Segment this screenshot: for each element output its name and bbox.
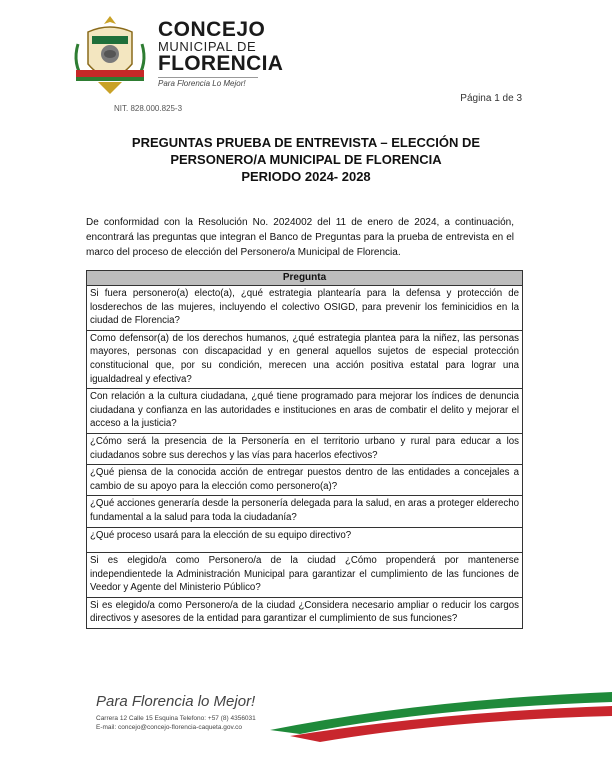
coat-of-arms-seal-icon [70, 14, 150, 96]
table-row [87, 465, 523, 496]
table-row [87, 527, 523, 553]
title-line-3: PERIODO 2024- 2028 [241, 169, 371, 184]
question-cell: ¿Qué proceso usará para la elección de su equipo directivo? [87, 527, 523, 553]
footer-address: Carrera 12 Calle 15 Esquina Telefono: +57 (8) 4356031 [96, 715, 256, 722]
nit-number: NIT. 828.000.825-3 [114, 104, 183, 113]
council-brand [158, 18, 284, 88]
letterhead [0, 0, 612, 118]
questions-table [86, 270, 523, 629]
table-row [87, 286, 523, 331]
question-cell: ¿Qué acciones generaría desde la personería delegada para la salud, en aras a proteger elderecho fundamental a la salud para toda la ciudadanía? [87, 496, 523, 527]
table-row [87, 597, 523, 628]
document-title [90, 134, 522, 185]
brand-line-2: MUNICIPAL DE [158, 39, 257, 54]
table-row [87, 433, 523, 464]
question-cell: Si fuera personero(a) electo(a), ¿qué estrategia plantearía para la defensa y protección de losderechos de las mujeres, incluyendo el colectivo OSIGD, para prevenir los feminicidios en la ciudad de Florencia? [87, 286, 523, 331]
title-line-1: PREGUNTAS PRUEBA DE ENTREVISTA – ELECCIÓN DE [131, 135, 481, 150]
flag-swoosh-icon [0, 690, 612, 765]
table-row [87, 496, 523, 527]
table-header-pregunta: Pregunta [87, 271, 523, 286]
page-footer [0, 690, 612, 765]
page-number: Página 1 de 3 [460, 93, 522, 104]
question-cell: Si es elegido/a como Personero/a de la ciudad ¿Considera necesario ampliar o reducir los cargos directivos y asesores de la entidad para garantizar el cumplimiento de sus funciones? [87, 597, 523, 628]
question-cell: ¿Qué piensa de la conocida acción de entregar puestos dentro de las entidades a concejales a cambio de su apoyo para la elección como personero(a)? [87, 465, 523, 496]
title-line-2: PERSONERO/A MUNICIPAL DE FLORENCIA [170, 152, 442, 167]
brand-line-3: FLORENCIA [158, 52, 284, 75]
question-cell: Como defensor(a) de los derechos humanos, ¿qué estrategia plantea para la niñez, las personas mayores, personas con discapacidad y en general aquellos sujetos de especial protección constitucional que, por su condición, merecen una acción positiva estatal para lograr una igualdadreal y efectiva? [87, 330, 523, 388]
table-row [87, 389, 523, 434]
footer-contact [96, 714, 256, 732]
footer-slogan: Para Florencia lo Mejor! [96, 693, 256, 710]
question-cell: Si es elegido/a como Personero/a de la ciudad ¿Cómo propenderá por mantenerse independientede la Administración Municipal para garantizar el cumplimiento de las funciones de Veedor y Agente del Ministerio Público? [87, 553, 523, 598]
footer-email: E-mail: concejo@concejo-florencia-caqueta.gov.co [96, 724, 242, 731]
table-row [87, 553, 523, 598]
brand-line-1: CONCEJO [158, 18, 266, 41]
brand-tagline: Para Florencia Lo Mejor! [158, 77, 258, 88]
question-cell: ¿Cómo será la presencia de la Personería en el territorio urbano y rural para educar a los ciudadanos sobre sus derechos y las vías para hacerlos efectivos? [87, 433, 523, 464]
intro-paragraph: De conformidad con la Resolución No. 2024002 del 11 de enero de 2024, a continuación, encontrará las preguntas que integran el Banco de Preguntas para la prueba de entrevista en el marco del proceso de elección del Personero/a Municipal de Florencia. [86, 217, 514, 258]
table-row [87, 330, 523, 388]
question-cell: Con relación a la cultura ciudadana, ¿qué tiene programado para mejorar los índices de denuncia ciudadana y confianza en las autoridades e instituciones en aras de combatir el delito y mejorar el acceso a la justicia? [87, 389, 523, 434]
